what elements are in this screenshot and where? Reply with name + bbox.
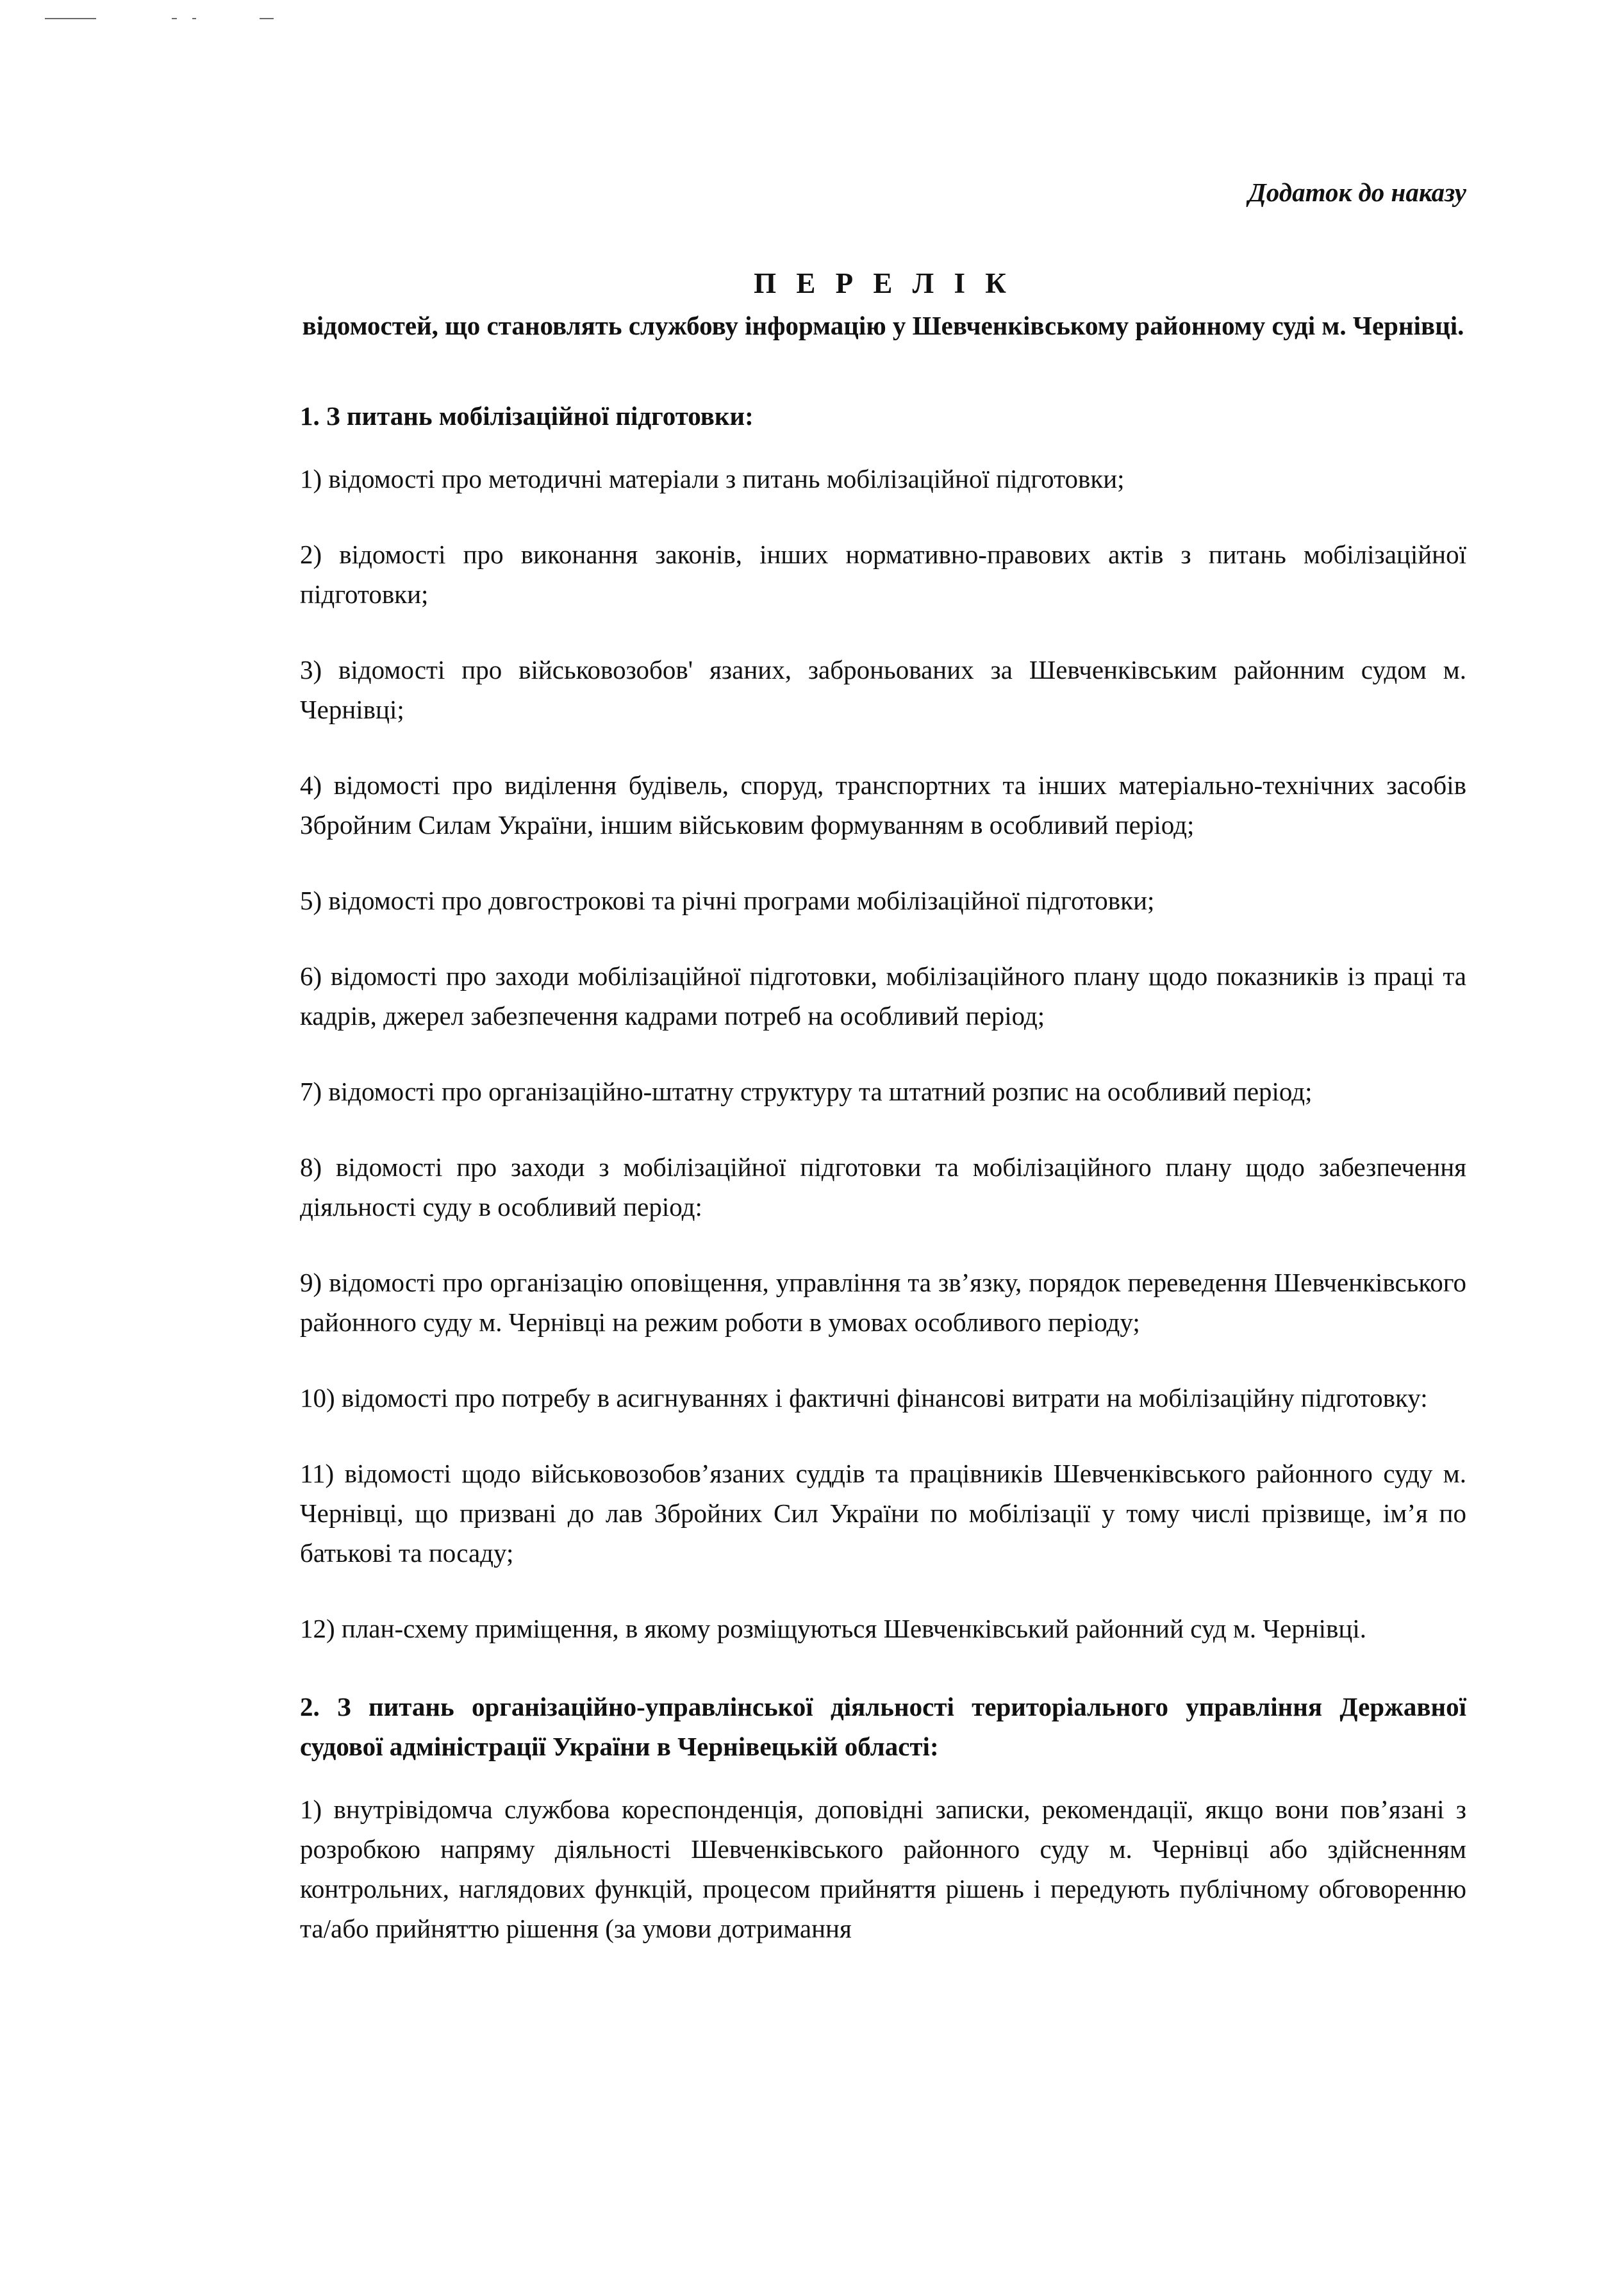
scan-artifact-line — [260, 18, 274, 19]
list-item: 6) відомості про заходи мобілізаційної підготовки, мобілізаційного плану щодо показників із праці та кадрів, джерел забезпечення кадрами потреб на особливий період; — [300, 961, 1466, 1031]
list-item: 3) відомості про військовозобов' язаних, заброньованих за Шевченківським районним судом м. Чернівці; — [300, 655, 1466, 724]
list-item: 5) відомості про довгострокові та річні програми мобілізаційної підготовки; — [300, 886, 1155, 915]
document-page — [300, 160, 1466, 1948]
section-items — [300, 459, 1466, 1648]
scan-artifact-line — [192, 18, 196, 19]
list-item: 7) відомості про організаційно-штатну структуру та штатний розпис на особливий період; — [300, 1077, 1313, 1106]
list-item: 8) відомості про заходи з мобілізаційної підготовки та мобілізаційного плану щодо забезпечення діяльності суду в особливий період: — [300, 1152, 1466, 1222]
document-title: П Е Р Е Л І К — [754, 267, 1013, 299]
list-item: 1) внутрівідомча службова кореспонденція, доповідні записки, рекомендації, якщо вони пов’язані з розробкою напряму діяльності Шевченківського районного суду м. Чернівці або здійсненням контрольних, наглядових функцій, процесом прийняття рішень і передують публічному обговоренню та/або прийняттю рішення (за умови дотримання — [300, 1795, 1466, 1943]
section-1 — [300, 396, 1466, 1648]
scan-artifact-line — [45, 18, 96, 19]
section-items — [300, 1789, 1466, 1948]
list-item: 2) відомості про виконання законів, інших нормативно-правових актів з питань мобілізаційної підготовки; — [300, 540, 1466, 609]
document-subtitle: відомостей, що становлять службову інформацію у Шевченківському районному суді м. Чернівці. — [302, 311, 1464, 340]
list-item: 11) відомості щодо військовозобов’язаних суддів та працівників Шевченківського районного суду м. Чернівці, що призвані до лав Збройних Сил України по мобілізації у тому числі прізвище, ім’я по батькові та посаду; — [300, 1459, 1466, 1568]
list-item: 10) відомості про потребу в асигнуваннях і фактичні фінансові витрати на мобілізаційну підготовку: — [300, 1383, 1428, 1413]
list-item: 9) відомості про організацію оповіщення, управління та зв’язку, порядок переведення Шевченківського районного суду м. Чернівці на режим роботи в умовах особливого періоду; — [300, 1268, 1466, 1337]
scan-artifact-line — [172, 18, 177, 19]
section-heading: 1. З питань мобілізаційної підготовки: — [300, 401, 754, 431]
list-item: 1) відомості про методичні матеріали з питань мобілізаційної підготовки; — [300, 464, 1125, 493]
appendix-label: Додаток до наказу — [1248, 178, 1466, 207]
list-item: 4) відомості про виділення будівель, споруд, транспортних та інших матеріально-технічних засобів Збройним Силам України, іншим військовим формуванням в особливий період; — [300, 770, 1466, 840]
list-item: 12) план-схему приміщення, в якому розміщуються Шевченківський районний суд м. Чернівці. — [300, 1614, 1367, 1643]
section-heading: 2. З питань організаційно-управлінської діяльності територіального управління Державної судової адміністрації України в Чернівецькій області: — [300, 1692, 1466, 1761]
section-2 — [300, 1687, 1466, 1948]
